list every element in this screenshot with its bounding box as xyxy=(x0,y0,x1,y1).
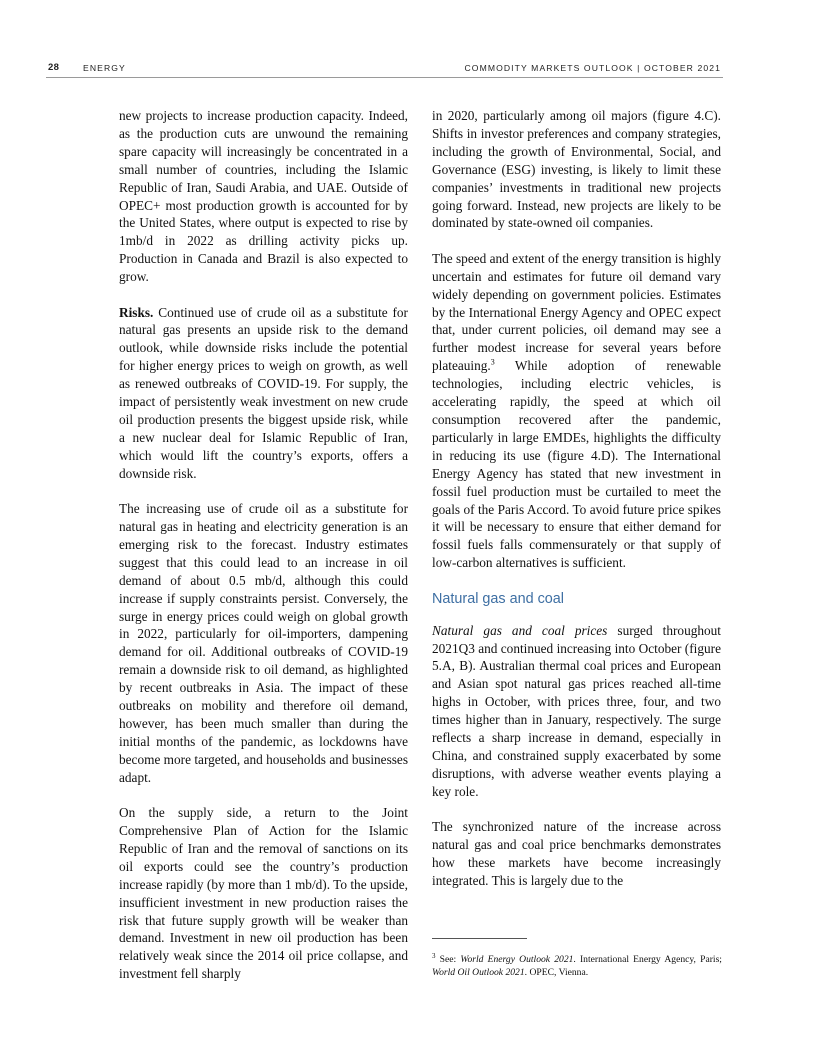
paragraph: On the supply side, a return to the Joint Comprehensive Plan of Action for the Islamic Republic of Iran and the removal of sanctions on its oil exports could see the country’s production increase rapidly (by more than 1 mb/d). To the upside, insufficient investment in new production raises the risk that future supply growth will be weaker than demand. Investment in new oil production has been relatively weak since the 2014 oil price collapse, and investment fell sharply xyxy=(119,805,408,982)
paragraph-text: While adoption of renewable technologies, including electric vehicles, is accelerating rapidly, the speed at which oil consumption recovered after the pandemic, particularly in large EMDEs, highlights the difficulty in reducing its use (figure 4.D). The International Energy Agency has stated that new investment in fossil fuel production must be curtailed to meet the goals of the Paris Accord. To avoid future price spikes it will be necessary to ensure that either demand for fossil fuels falls commensurately or that supply of low-carbon alternatives is sufficient. xyxy=(432,358,721,571)
paragraph-text: Continued use of crude oil as a substitute for natural gas presents an upside risk to the demand outlook, while downside risks include the potential for higher energy prices to weigh on growth, as well as renewed outbreaks of COVID-19. For supply, the impact of persistently weak investment on new crude oil production presents the biggest upside risk, while a new nuclear deal for Islamic Republic of Iran, which would lift the country’s exports, offers a downside risk. xyxy=(119,304,408,481)
paragraph-text: The speed and extent of the energy transition is highly uncertain and estimates for future oil demand vary widely depending on government policies. Estimates by the International Energy Agency and OPEC expect that, under current policies, oil demand may see a further modest increase for several years before plateauing. xyxy=(432,250,721,374)
footnote-text: See: xyxy=(435,954,461,965)
footnote-reference: 3 xyxy=(490,357,495,367)
paragraph: new projects to increase production capacity. Indeed, as the production cuts are unwound the remaining spare capacity will increasingly be concentrated in a small number of countries, including the Islamic Republic of Iran, Saudi Arabia, and UAE. Outside of OPEC+ most production growth is accounted for by the United States, where output is expected to rise by 1mb/d in 2022 as drilling activity picks up. Production in Canada and Brazil is also expected to grow. xyxy=(119,108,408,285)
page-header xyxy=(46,62,723,76)
footnote-mark: 3 xyxy=(432,951,436,960)
paragraph xyxy=(119,304,408,483)
footnote-title: World Oil Outlook 2021 xyxy=(432,967,525,978)
footnote-text: . International Energy Agency, Paris; xyxy=(573,954,722,965)
footnote-text: . OPEC, Vienna. xyxy=(524,967,589,978)
paragraph-text: surged throughout 2021Q3 and continued increasing into October (figure 5.A, B). Australian thermal coal prices and European and Asian spot natural gas prices reached all-time highs in October, with prices three, four, and two times higher than in January, respectively. The surge reflects a sharp increase in demand, especially in China, and constrained supply exacerbated by some disruptions, with adverse weather events playing a key role. xyxy=(432,622,722,799)
page-number: 28 xyxy=(48,62,60,73)
paragraph: in 2020, particularly among oil majors (figure 4.C). Shifts in investor preferences and company strategies, including the growth of Environmental, Social, and Governance (ESG) investing, is likely to limit these companies’ investments in traditional new projects going forward. Instead, new projects are likely to be dominated by state-owned oil companies. xyxy=(432,108,721,231)
report-title: COMMODITY MARKETS OUTLOOK | OCTOBER 2021 xyxy=(464,63,721,73)
section-heading: Natural gas and coal xyxy=(432,590,564,607)
left-column xyxy=(119,107,408,1001)
italic-lead: Natural gas and coal prices xyxy=(432,622,608,638)
section-label: ENERGY xyxy=(83,63,126,73)
footnote xyxy=(432,953,722,979)
footnote-divider xyxy=(432,938,527,939)
header-divider xyxy=(46,77,723,78)
right-column xyxy=(432,107,721,907)
paragraph xyxy=(432,250,721,572)
footnote-title: World Energy Outlook 2021 xyxy=(460,954,574,965)
risks-lead: Risks. xyxy=(119,304,154,320)
paragraph xyxy=(432,622,721,801)
paragraph: The increasing use of crude oil as a substitute for natural gas in heating and electricity generation is an emerging risk to the forecast. Industry estimates suggest that this could lead to an increase in oil demand of about 0.5 mb/d, although this could increase if supply constraints persist. Conversely, the surge in energy prices could weigh on global growth in 2022, particularly for oil-importers, dampening demand for oil. Additional outbreaks of COVID-19 remain a downside risk to oil demand, as highlighted by recent outbreaks in Asia. The impact of these outbreaks on mobility and therefore oil demand, however, has been much smaller than during the initial months of the pandemic, as lockdowns have become more targeted, and households and businesses adapt. xyxy=(119,501,408,785)
paragraph: The synchronized nature of the increase across natural gas and coal price benchmarks demonstrates how these markets have become increasingly integrated. This is largely due to the xyxy=(432,819,721,888)
